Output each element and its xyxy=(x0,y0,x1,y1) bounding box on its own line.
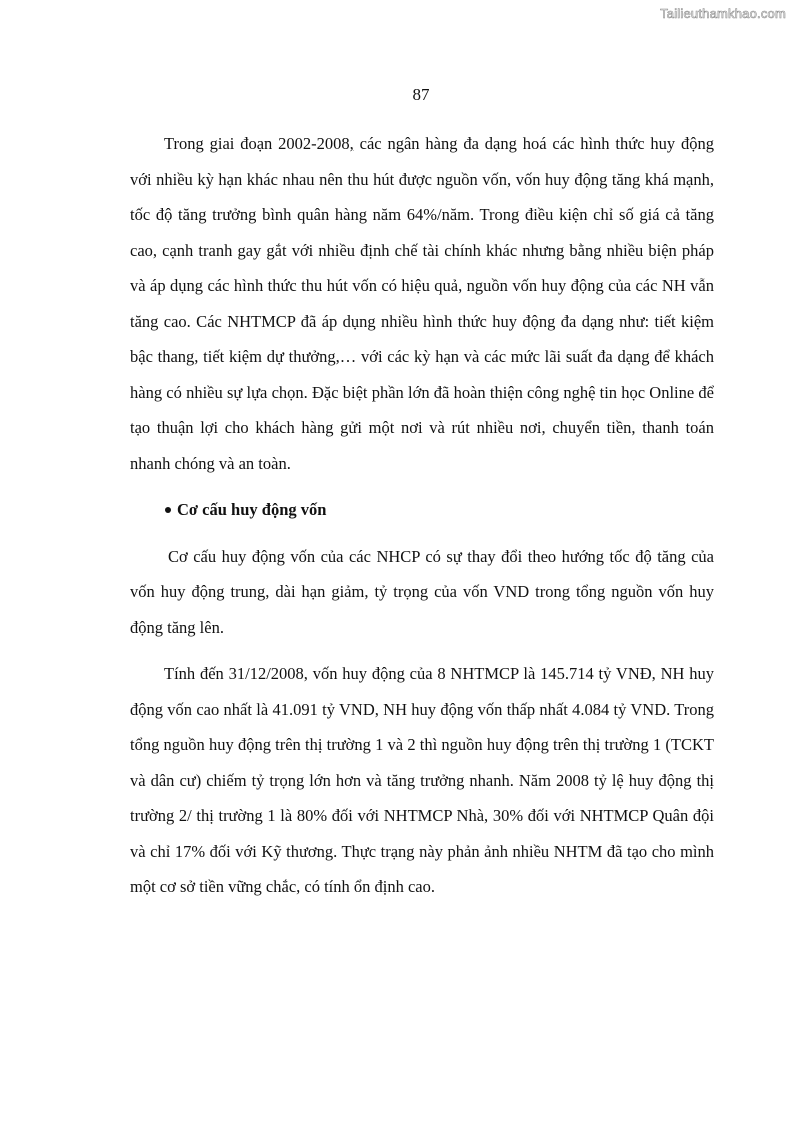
paragraph-3: Tính đến 31/12/2008, vốn huy động của 8 NHTMCP là 145.714 tỷ VNĐ, NH huy động vốn cao nhất là 41.091 tỷ VND, NH huy động vốn thấp nhất 4.084 tỷ VND. Trong tổng nguồn huy động trên thị trường 1 và 2 thì nguồn huy động trên thị trường 1 (TCKT và dân cư) chiếm tỷ trọng lớn hơn và tăng trưởng nhanh. Năm 2008 tỷ lệ huy động thị trường 2/ thị trường 1 là 80% đối với NHTMCP Nhà, 30% đối với NHTMCP Quân đội và chỉ 17% đối với Kỹ thương. Thực trạng này phản ảnh nhiều NHTM đã tạo cho mình một cơ sở tiền vững chắc, có tính ổn định cao. xyxy=(130,664,714,896)
paragraph-1 xyxy=(130,126,714,481)
page-number: 87 xyxy=(412,85,430,104)
section-heading-text: Cơ cấu huy động vốn xyxy=(177,500,327,519)
paragraph-1-start: Trong giai đoạn 2002-2008 xyxy=(164,134,350,153)
underlined-comma: , xyxy=(349,134,354,153)
bullet-icon xyxy=(165,507,171,513)
paragraph-2: Cơ cấu huy động vốn của các NHCP có sự thay đổi theo hướng tốc độ tăng của vốn huy động trung, dài hạn giảm, tỷ trọng của vốn VND trong tổng nguồn vốn huy động tăng lên. xyxy=(130,546,714,637)
section-heading xyxy=(130,492,714,528)
paragraph-1-rest: các ngân hàng đa dạng hoá các hình thức huy động với nhiều kỳ hạn khác nhau nên thu hút được nguồn vốn, vốn huy động tăng khá mạnh, tốc độ tăng trưởng bình quân hàng năm 64%/năm. Trong điều kiện chỉ số giá cả tăng cao, cạnh tranh gay gắt với nhiều định chế tài chính khác nhưng bằng nhiều biện pháp và áp dụng các hình thức thu hút vốn có hiệu quả, nguồn vốn huy động của các NH vẫn tăng cao. Các NHTMCP đã áp dụng nhiều hình thức huy động đa dạng như: tiết kiệm bậc thang, tiết kiệm dự thưởng,… với các kỳ hạn và các mức lãi suất đa dạng để khách hàng có nhiều sự lựa chọn. Đặc biệt phần lớn đã hoàn thiện công nghệ tin học Online để tạo thuận lợi cho khách hàng gửi một nơi và rút nhiều nơi, chuyển tiền, thanh toán nhanh chóng và an toàn. xyxy=(130,134,714,473)
document-body xyxy=(130,126,714,916)
watermark: Tailieuthamkhao.com xyxy=(660,6,786,21)
